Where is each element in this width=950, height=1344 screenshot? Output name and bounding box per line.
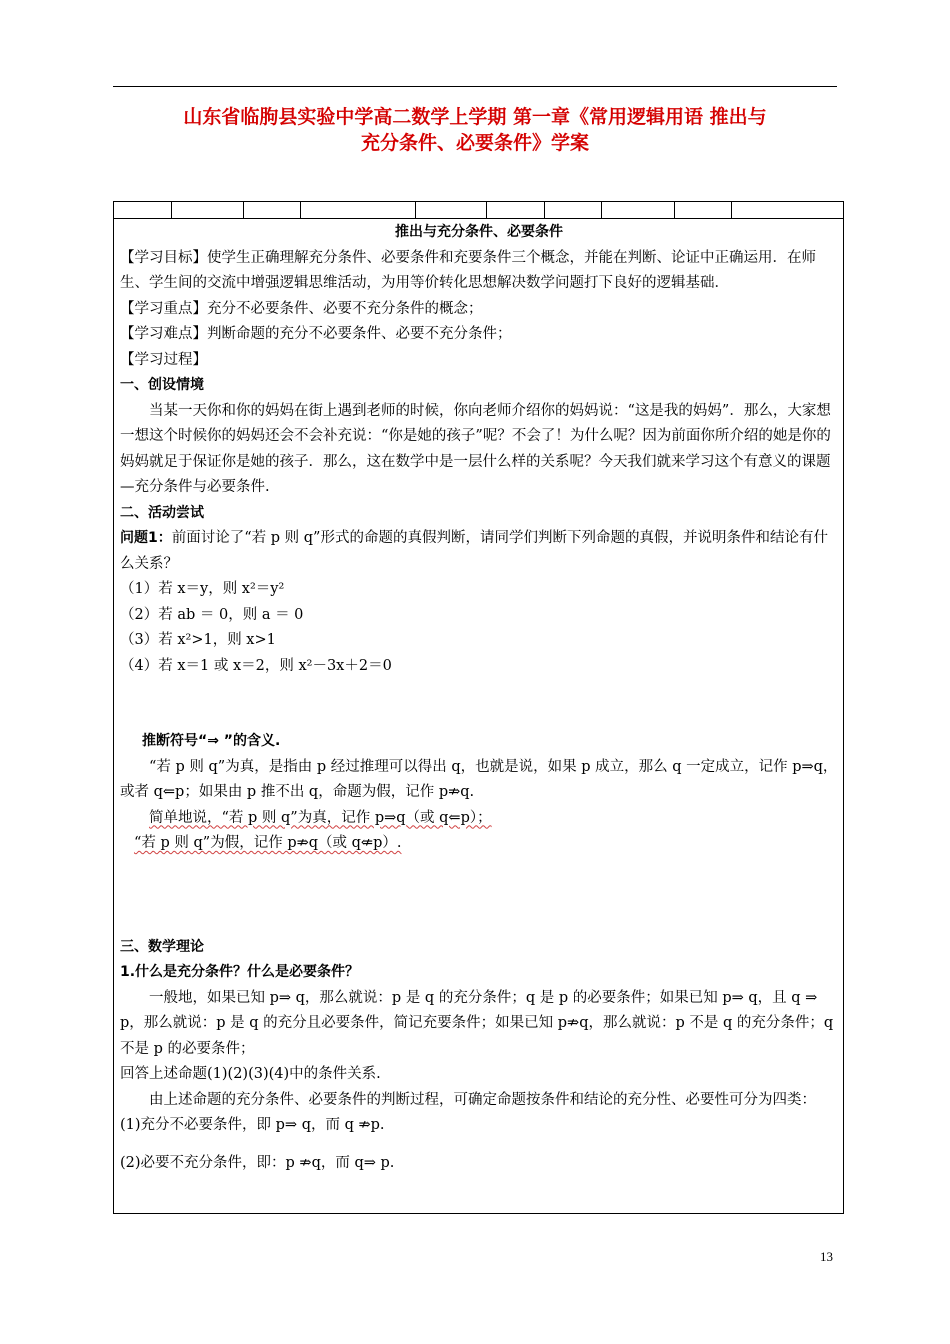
question-1 [120, 526, 838, 577]
header-row [114, 202, 843, 219]
spacer [120, 1139, 838, 1151]
difficulty: 【学习难点】判断命题的充分不必要条件、必要不充分条件； [120, 326, 512, 342]
spacer [120, 857, 838, 935]
column-divider [544, 202, 545, 218]
process-label: 【学习过程】 [120, 351, 207, 368]
section-1-text: 当某一天你和你的妈妈在街上遇到老师的时候，你向老师介绍你的妈妈说：“这是我的妈妈”．那么，大家想一想这个时候你的妈妈还会不会补充说：“你是她的孩子”呢？不会了！为什么呢？因为前面你所介绍的她是你的妈妈就足于保证你是她的孩子．那么，这在数学中是一层什么样的关系呢？今天我们就来学习这个有意义的课题—充分条件与必要条件. [120, 402, 831, 495]
column-divider [731, 202, 732, 218]
proposition-item: （4）若 x＝1 或 x＝2，则 x²－3x＋2＝0 [120, 657, 392, 674]
section-3-title: 三、数学理论 [120, 938, 204, 955]
learning-goal: 【学习目标】使学生正确理解充分条件、必要条件和充要条件三个概念，并能在判断、论证中正确运用．在师生、学生间的交流中增强逻辑思维活动，为用等价转化思想解决数学问题打下良好的逻辑基础． [120, 249, 816, 291]
column-divider [486, 202, 487, 218]
page-number: 13 [820, 1249, 833, 1264]
proposition-item: （1）若 x＝y，则 x²＝y² [120, 581, 285, 597]
column-divider [674, 202, 675, 218]
symbol-true-text: 简单地说，“若 p 则 q”为真，记作 p⇒q（或 q⇐p）； [149, 809, 492, 826]
column-divider [601, 202, 602, 218]
type-2: (2)必要不充分条件，即：p ⇏q，而 q⇒ p. [120, 1154, 395, 1171]
column-divider [415, 202, 416, 218]
question-1-label: 问题1： [120, 530, 172, 546]
key-point: 【学习重点】充分不必要条件、必要不充分条件的概念； [120, 300, 483, 317]
type-1: (1)充分不必要条件，即 p⇒ q，而 q ⇏p. [120, 1117, 385, 1133]
symbol-false-text: “若 p 则 q”为假，记作 p⇏q（或 q⇍p）. [134, 835, 402, 851]
lesson-content [120, 220, 838, 1176]
document-title [113, 104, 837, 156]
title-line-2: 充分条件、必要条件》学案 [360, 132, 589, 154]
content-table [113, 201, 844, 1214]
symbol-true [120, 806, 838, 832]
section-2-title: 二、活动尝试 [120, 504, 204, 521]
symbol-explanation: “若 p 则 q”为真，是指由 p 经过推理可以得出 q，也就是说，如果 p 成立，那么 q 一定成立，记作 p⇒q，或者 q⇐p；如果由 p 推不出 q，命题为假，记作 p⇏q. [120, 758, 838, 800]
subsection-1-title: 1.什么是充分条件？什么是必要条件？ [120, 964, 360, 980]
classification-text: 由上述命题的充分条件、必要条件的判断过程，可确定命题按条件和结论的充分性、必要性可分为四类： [149, 1091, 816, 1108]
column-divider [171, 202, 172, 218]
spacer [120, 679, 838, 729]
proposition-item: （3）若 x²>1，则 x>1 [120, 632, 276, 648]
title-line-1: 山东省临朐县实验中学高二数学上学期 第一章《常用逻辑用语 推出与 [183, 106, 767, 128]
column-divider [300, 202, 301, 218]
proposition-item: （2）若 ab ＝ 0，则 a ＝ 0 [120, 606, 304, 623]
section-1-title: 一、创设情境 [120, 377, 204, 393]
answer-prompt: 回答上述命题(1)(2)(3)(4)中的条件关系. [120, 1066, 381, 1082]
top-rule [113, 86, 837, 87]
lesson-heading: 推出与充分条件、必要条件 [395, 224, 563, 240]
definition-text: 一般地，如果已知 p⇒ q，那么就说：p 是 q 的充分条件；q 是 p 的必要条件；如果已知 p⇒ q，且 q ⇒ p，那么就说：p 是 q 的充分且必要条件，简记充要条件；如果已知 p⇏q，那么就说：p 不是 q 的充分条件；q 不是 p 的必要条件； [120, 989, 834, 1057]
symbol-heading: 推断符号“⇒ ”的含义. [142, 733, 281, 749]
column-divider [243, 202, 244, 218]
question-1-text: 前面讨论了“若 p 则 q”形式的命题的真假判断，请同学们判断下列命题的真假，并说明条件和结论有什么关系？ [120, 530, 828, 572]
symbol-false [120, 831, 838, 857]
